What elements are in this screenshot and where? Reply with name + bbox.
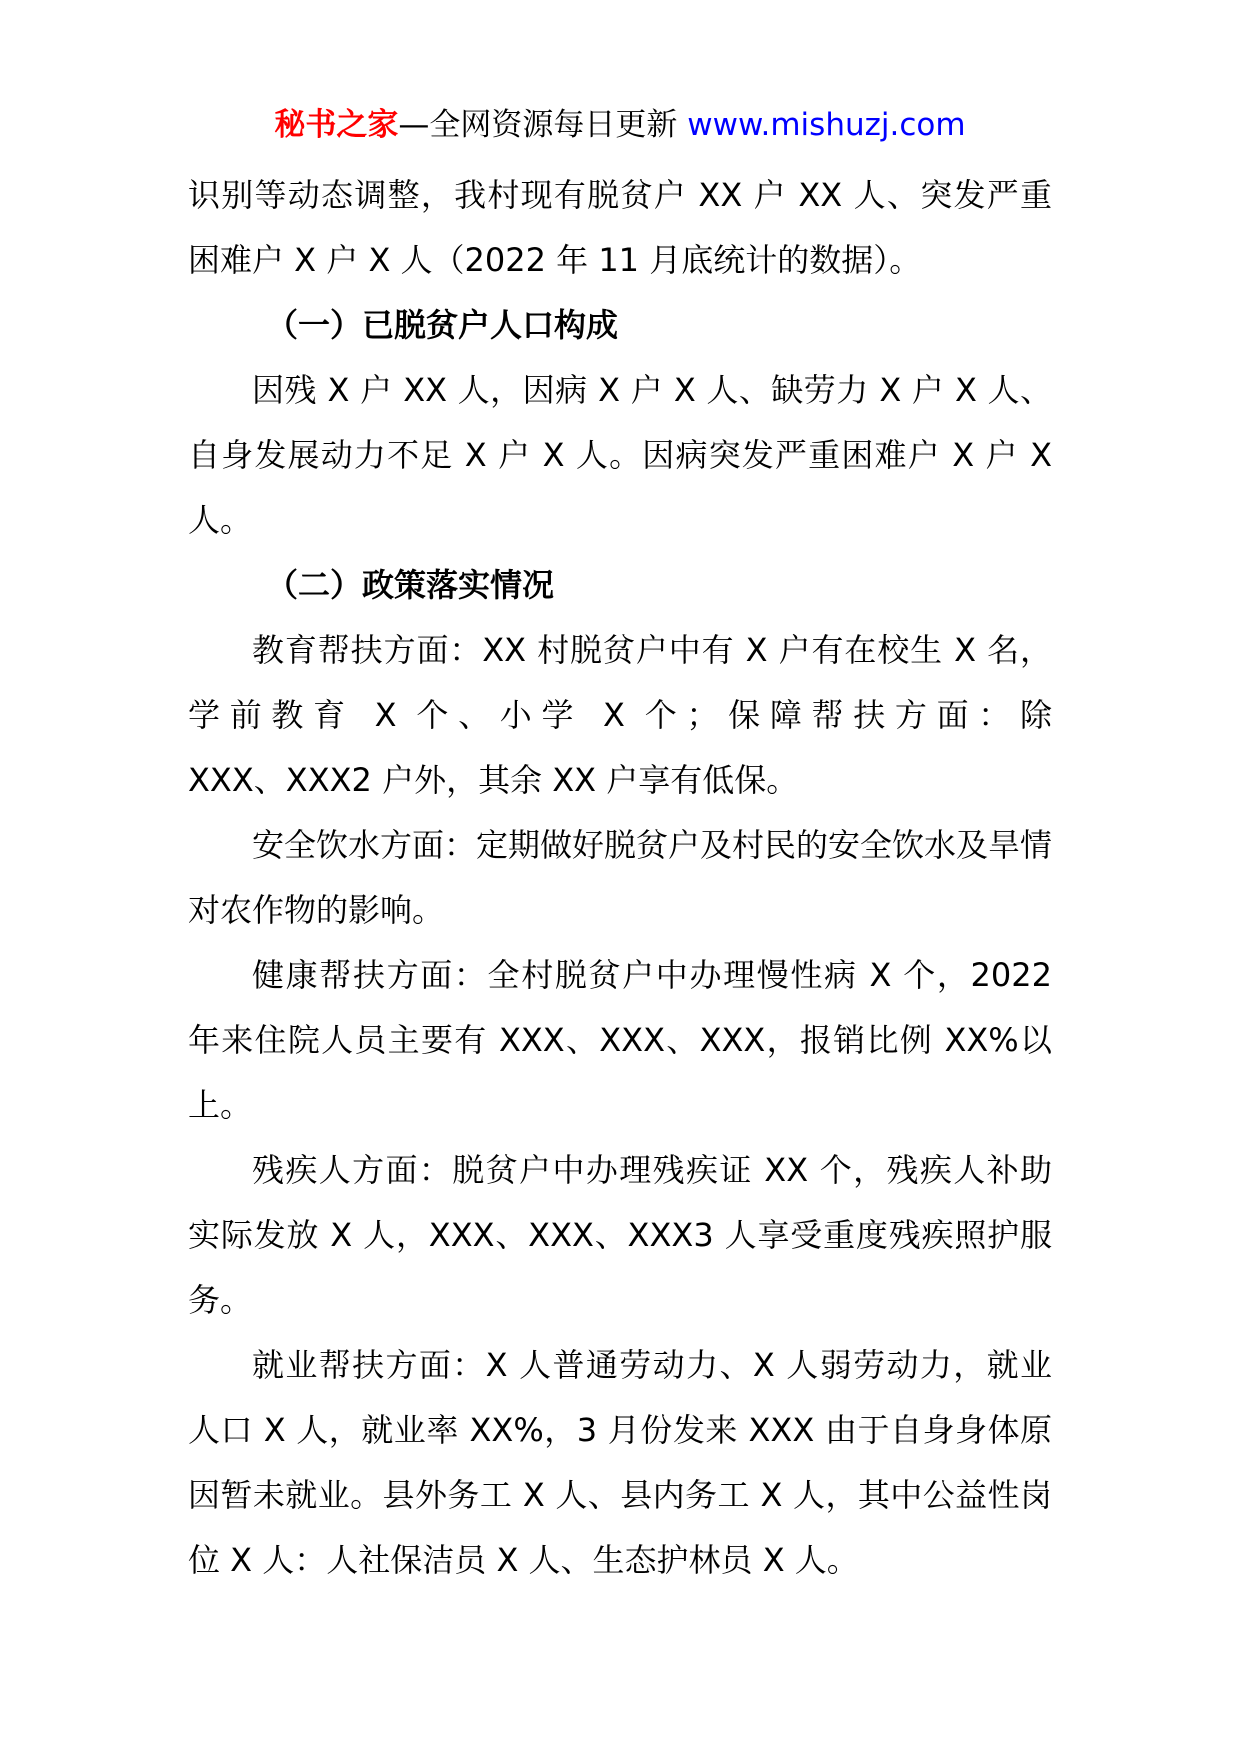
education-paragraph-line2: 学前教育 X 个、小学 X 个；保障帮扶方面：除 <box>188 696 1052 734</box>
document-body <box>188 163 1052 1593</box>
site-url-link[interactable]: www.mishuzj.com <box>687 107 966 143</box>
water-paragraph: 安全饮水方面：定期做好脱贫户及村民的安全饮水及旱情对农作物的影响。 <box>188 826 1053 929</box>
brand-name: 秘书之家 <box>274 107 399 143</box>
section1-paragraph: 因残 X 户 XX 人，因病 X 户 X 人、缺劳力 X 户 X 人、自身发展动力不足 X 户 X 人。因病突发严重困难户 X 户 X 人。 <box>188 371 1052 539</box>
header-slogan: —全网资源每日更新 <box>398 107 688 143</box>
education-paragraph-line1: 教育帮扶方面：XX 村脱贫户中有 X 户有在校生 X 名， <box>252 631 1052 669</box>
intro-paragraph: 识别等动态调整，我村现有脱贫户 XX 户 XX 人、突发严重困难户 X 户 X 人（2022 年 11 月底统计的数据）。 <box>188 176 1052 279</box>
section1-heading: （一）已脱贫户人口构成 <box>266 306 619 344</box>
disability-paragraph: 残疾人方面：脱贫户中办理残疾证 XX 个，残疾人补助实际发放 X 人，XXX、XXX、XXX3 人享受重度残疾照护服务。 <box>188 1151 1052 1319</box>
employment-paragraph: 就业帮扶方面：X 人普通劳动力、X 人弱劳动力，就业人口 X 人，就业率 XX%，3 月份发来 XXX 由于自身身体原因暂未就业。县外务工 X 人、县内务工 X 人，其中公益性岗位 X 人：人社保洁员 X 人、生态护林员 X 人。 <box>188 1346 1052 1579</box>
health-paragraph: 健康帮扶方面：全村脱贫户中办理慢性病 X 个，2022 年来住院人员主要有 XXX、XXX、XXX，报销比例 XX%以上。 <box>188 956 1052 1124</box>
section2-heading: （二）政策落实情况 <box>266 566 555 604</box>
education-paragraph-line3: XXX、XXX2 户外，其余 XX 户享有低保。 <box>188 761 799 799</box>
site-header <box>0 100 1240 150</box>
